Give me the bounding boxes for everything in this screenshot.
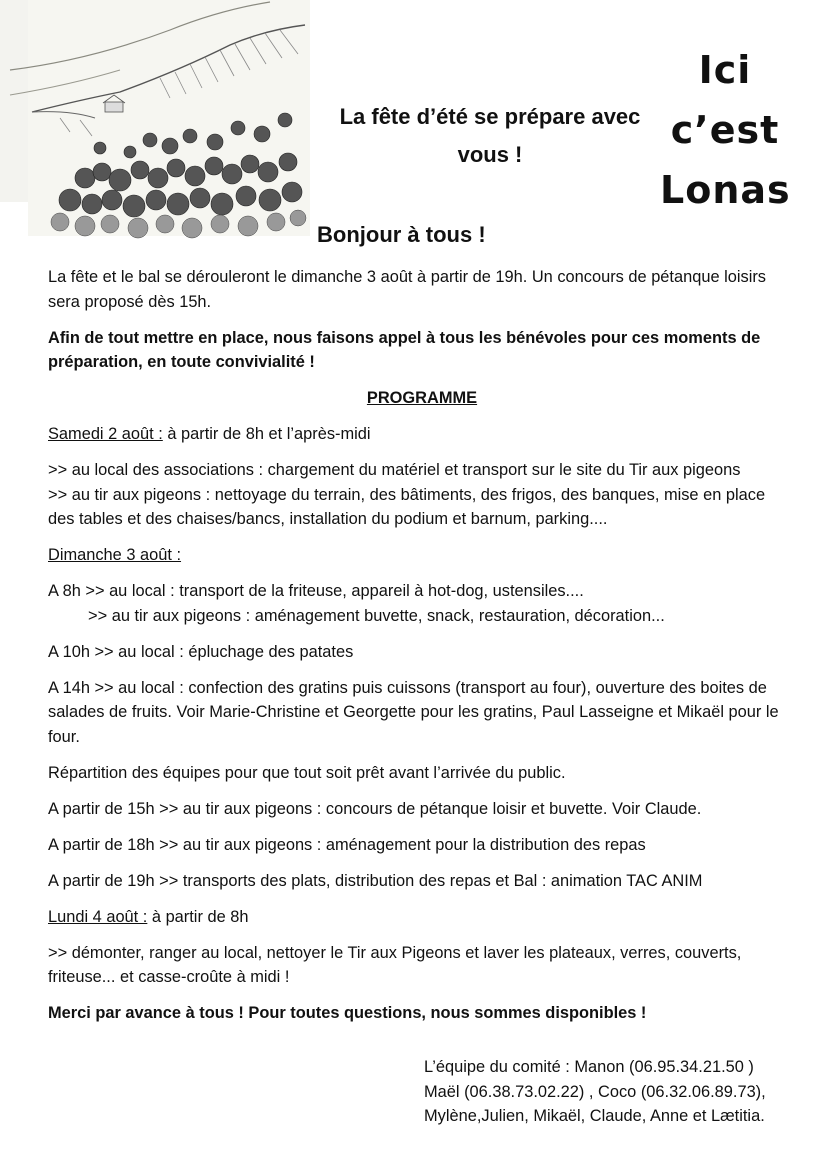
- brand-line-3: Lonas: [660, 168, 791, 212]
- sunday-heading: [48, 543, 796, 568]
- monday-heading: [48, 905, 796, 930]
- document-body: [48, 265, 796, 1037]
- monday-when: à partir de 8h: [147, 907, 249, 926]
- brand-line-1: Ici: [698, 48, 752, 92]
- monday-label: Lundi 4 août :: [48, 907, 148, 926]
- brand-line-2: c’est: [670, 108, 780, 152]
- saturday-task-2: >> au tir aux pigeons : nettoyage du terrain, des bâtiments, des frigos, des banques, mise en place des tables et des chaises/bancs, installation du podium et barnum, parking....: [48, 485, 766, 528]
- sunday-10h: A 10h >> au local : épluchage des patates: [48, 642, 354, 661]
- saturday-label: Samedi 2 août :: [48, 425, 163, 443]
- volunteer-appeal: Afin de tout mettre en place, nous faisons appel à tous les bénévoles pour ces moments de préparation, en toute convivialité !: [48, 328, 761, 371]
- saturday-heading: [48, 422, 796, 447]
- headline-line-1: La fête d’été se prépare avec: [339, 104, 641, 129]
- saturday-when: à partir de 8h et l’après-midi: [162, 425, 371, 443]
- sunday-15h: A partir de 15h >> au tir aux pigeons : concours de pétanque loisir et buvette. Voir Claude.: [48, 799, 702, 818]
- saturday-tasks: [48, 458, 796, 532]
- signature-line-2: Maël (06.38.73.02.22) , Coco (06.32.06.89.73),: [424, 1082, 766, 1101]
- signature-line-3: Mylène,Julien, Mikaël, Claude, Anne et Lætitia.: [424, 1107, 765, 1125]
- greeting: Bonjour à tous !: [317, 222, 486, 247]
- sunday-8h-line-2: >> au tir aux pigeons : aménagement buvette, snack, restauration, décoration...: [88, 606, 665, 625]
- intro-paragraph: La fête et le bal se dérouleront le dimanche 3 août à partir de 19h. Un concours de pétanque loisirs sera proposé dès 15h.: [48, 268, 767, 311]
- headline: [300, 98, 680, 174]
- teams-note: Répartition des équipes pour que tout soit prêt avant l’arrivée du public.: [48, 763, 566, 782]
- signature-line-1: L’équipe du comité : Manon (06.95.34.21.50 ): [424, 1058, 754, 1076]
- sunday-19h: A partir de 19h >> transports des plats, distribution des repas et Bal : animation TAC ANIM: [48, 871, 703, 890]
- monday-tasks: >> démonter, ranger au local, nettoyer le Tir aux Pigeons et laver les plateaux, verres, couverts, friteuse... et casse-croûte à midi !: [48, 943, 742, 986]
- saturday-task-1: >> au local des associations : chargement du matériel et transport sur le site du Tir aux pigeons: [48, 461, 741, 479]
- programme-title-text: PROGRAMME: [366, 389, 478, 407]
- sunday-14h: A 14h >> au local : confection des gratins puis cuissons (transport au four), ouverture des boites de salades de fruits. Voir Marie-Christine et Georgette pour les gratins, Paul Lasseigne et Mikaël pour le four.: [48, 678, 779, 746]
- hillside-illustration: [0, 0, 310, 240]
- headline-line-2: vous !: [457, 142, 523, 167]
- thanks-note: Merci par avance à tous ! Pour toutes questions, nous sommes disponibles !: [48, 1004, 647, 1022]
- sunday-label: Dimanche 3 août :: [48, 546, 182, 564]
- sunday-8h-line-1: A 8h >> au local : transport de la friteuse, appareil à hot-dog, ustensiles....: [48, 582, 584, 600]
- programme-title: [48, 386, 796, 411]
- sunday-18h: A partir de 18h >> au tir aux pigeons : aménagement pour la distribution des repas: [48, 835, 646, 854]
- sunday-8h: [48, 579, 796, 628]
- committee-signature: [424, 1055, 766, 1129]
